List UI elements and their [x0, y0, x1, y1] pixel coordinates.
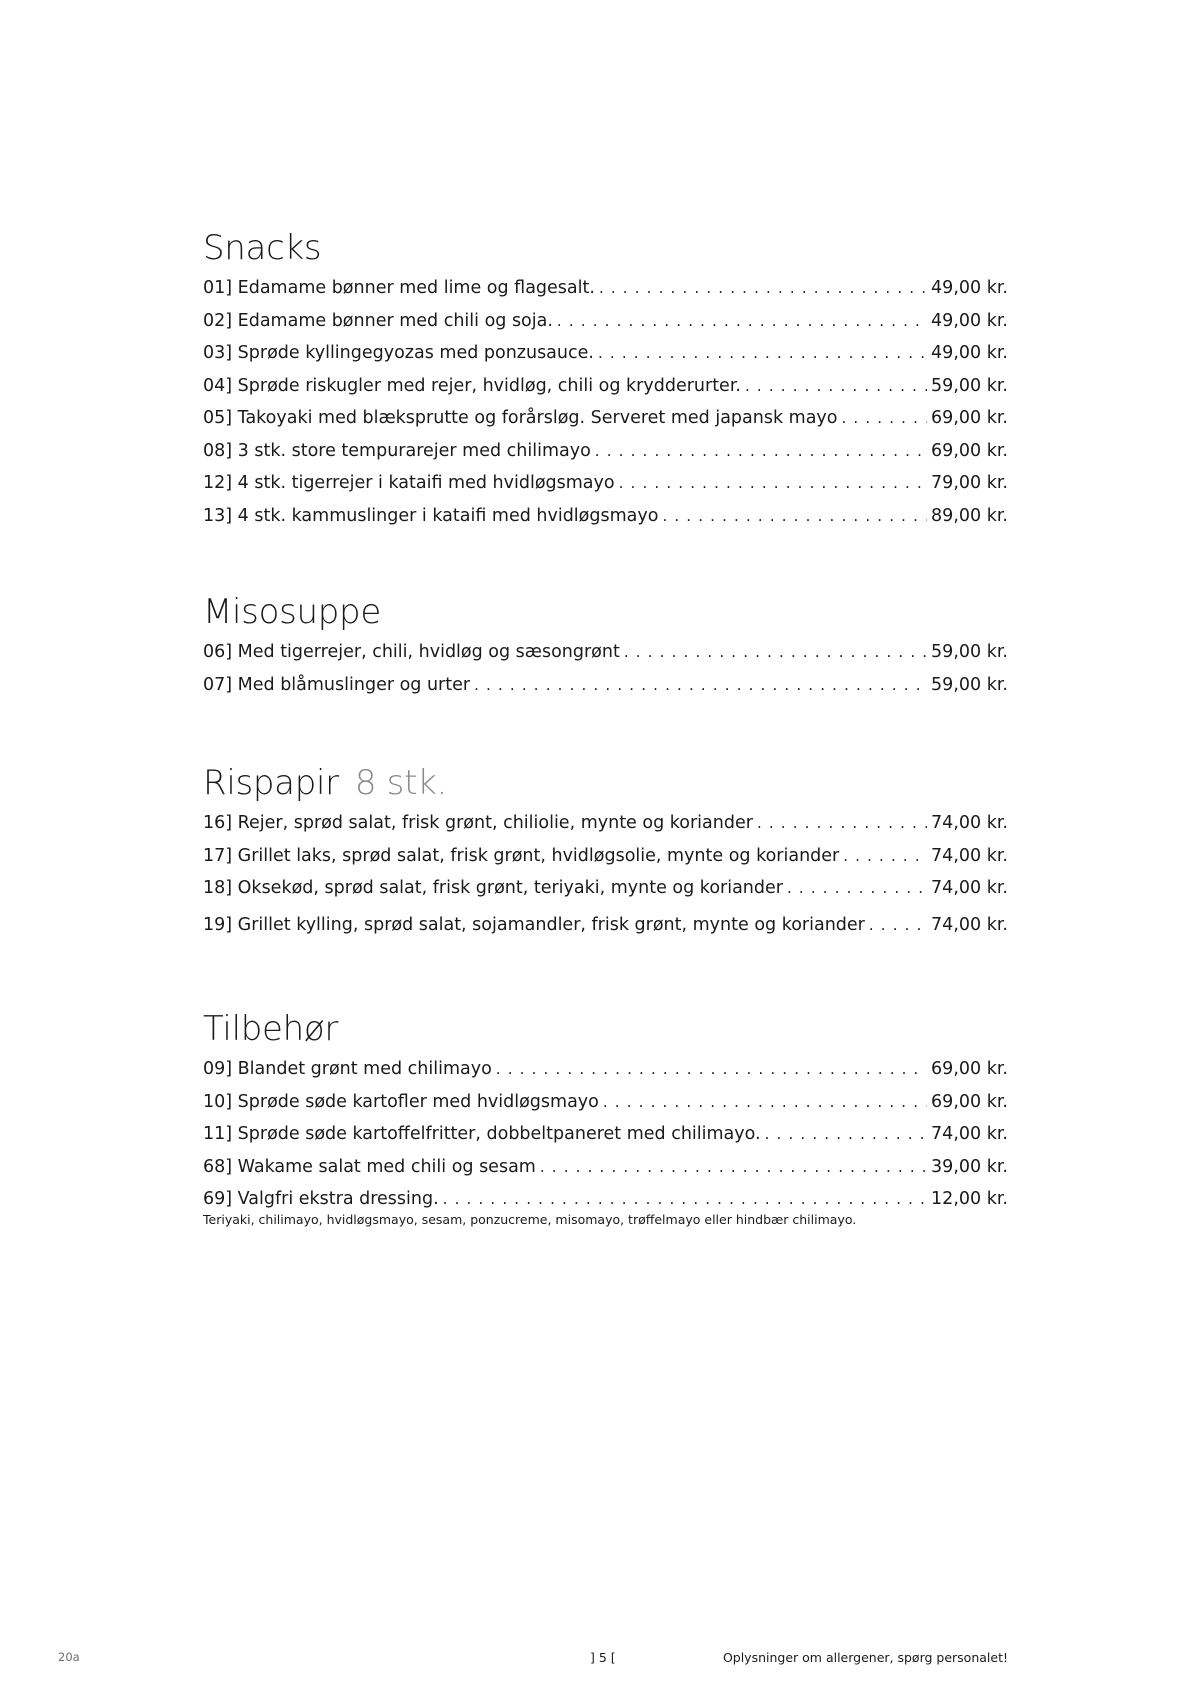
- menu-item: [203, 272, 1008, 305]
- item-name: 09] Blandet grønt med chilimayo: [203, 1059, 492, 1079]
- leader-dots: [443, 1183, 927, 1216]
- item-price: 49,00 kr.: [931, 278, 1008, 298]
- section-title-text: Snacks: [203, 228, 322, 268]
- menu-item: [203, 467, 1008, 500]
- allergy-note: Oplysninger om allergener, spørg personalet!: [722, 1650, 1008, 1665]
- item-price: 12,00 kr.: [931, 1189, 1008, 1209]
- item-name: 04] Sprøde riskugler med rejer, hvidløg, chili og krydderurter.: [203, 375, 741, 396]
- leader-dots: [869, 909, 927, 942]
- item-price: 89,00 kr.: [931, 505, 1008, 526]
- menu-item: [203, 1151, 1008, 1184]
- item-price: 69,00 kr.: [931, 1091, 1008, 1112]
- item-name: 07] Med blåmuslinger og urter: [203, 674, 471, 695]
- menu-item: [203, 1086, 1008, 1119]
- item-name: 03] Sprøde kyllingegyozas med ponzusauce.: [203, 343, 594, 363]
- section-title: [203, 226, 1008, 270]
- item-price: 59,00 kr.: [931, 674, 1008, 695]
- menu-item: [203, 636, 1008, 669]
- item-name: 18] Oksekød, sprød salat, frisk grønt, teriyaki, mynte og koriander: [203, 878, 783, 898]
- item-name: 68] Wakame salat med chili og sesam: [203, 1156, 536, 1177]
- menu-item: [203, 872, 1008, 905]
- leader-dots: [842, 402, 928, 435]
- item-price: 39,00 kr.: [931, 1156, 1008, 1177]
- section-title: [203, 590, 1008, 634]
- menu-item: [203, 402, 1008, 435]
- item-price: 49,00 kr.: [931, 343, 1008, 363]
- leader-dots: [787, 872, 927, 905]
- menu-item: [203, 1118, 1008, 1151]
- item-price: 74,00 kr.: [931, 914, 1008, 935]
- menu-content: [203, 226, 1008, 1228]
- section-tilbehor: [203, 1007, 1008, 1228]
- leader-dots: [474, 669, 927, 702]
- leader-dots: [540, 1151, 927, 1184]
- item-price: 74,00 kr.: [931, 813, 1008, 833]
- item-name: 12] 4 stk. tigerrejer i kataifi med hvidløgsmayo: [203, 473, 615, 493]
- leader-dots: [624, 636, 927, 669]
- leader-dots: [843, 840, 927, 873]
- item-name: 08] 3 stk. store tempurarejer med chilimayo: [203, 440, 591, 461]
- menu-item: [203, 840, 1008, 873]
- item-name: 01] Edamame bønner med lime og flagesalt.: [203, 278, 595, 298]
- menu-item: [203, 1053, 1008, 1086]
- dressing-note: Teriyaki, chilimayo, hvidløgsmayo, sesam, ponzucreme, misomayo, trøffelmayo eller hindbær chilimayo.: [203, 1211, 857, 1227]
- leader-dots: [598, 337, 927, 370]
- menu-item: [203, 435, 1008, 468]
- leader-dots: [603, 1086, 927, 1119]
- item-price: 59,00 kr.: [931, 642, 1008, 662]
- leader-dots: [619, 467, 927, 500]
- page-code: 20a: [58, 1650, 80, 1664]
- menu-item: [203, 500, 1008, 533]
- leader-dots: [496, 1053, 927, 1086]
- section-title-text: Rispapir: [203, 763, 339, 803]
- item-name: 17] Grillet laks, sprød salat, frisk grønt, hvidløgsolie, mynte og koriander: [203, 845, 840, 866]
- leader-dots: [595, 435, 927, 468]
- item-price: 59,00 kr.: [931, 375, 1008, 396]
- item-price: 74,00 kr.: [931, 1124, 1008, 1144]
- section-title: [203, 1007, 1008, 1051]
- menu-item: [203, 305, 1008, 338]
- item-name: 02] Edamame bønner med chili og soja.: [203, 310, 553, 331]
- item-name: 06] Med tigerrejer, chili, hvidløg og sæsongrønt: [203, 642, 620, 662]
- item-price: 49,00 kr.: [931, 310, 1008, 331]
- menu-item: [203, 337, 1008, 370]
- page-number: ] 5 [: [590, 1650, 616, 1665]
- section-subtitle: 8 stk.: [354, 763, 447, 803]
- menu-item: [203, 807, 1008, 840]
- leader-dots: [745, 370, 927, 403]
- menu-item: [203, 370, 1008, 403]
- menu-item: [203, 1183, 1008, 1216]
- leader-dots: [557, 305, 927, 338]
- item-name: 05] Takoyaki med blæksprutte og forårsløg. Serveret med japansk mayo: [203, 408, 838, 428]
- item-price: 69,00 kr.: [931, 408, 1008, 428]
- section-rispapir: [203, 761, 1008, 941]
- item-name: 19] Grillet kylling, sprød salat, sojamandler, frisk grønt, mynte og koriander: [203, 914, 865, 935]
- menu-item: [203, 669, 1008, 702]
- section-title: [203, 761, 1008, 805]
- leader-dots: [765, 1118, 927, 1151]
- item-name: 10] Sprøde søde kartofler med hvidløgsmayo: [203, 1091, 599, 1112]
- section-snacks: [203, 226, 1008, 532]
- section-title-text: Tilbehør: [203, 1009, 339, 1049]
- item-name: 13] 4 stk. kammuslinger i kataifi med hvidløgsmayo: [203, 505, 659, 526]
- item-name: 16] Rejer, sprød salat, frisk grønt, chiliolie, mynte og koriander: [203, 813, 753, 833]
- leader-dots: [757, 807, 927, 840]
- item-price: 79,00 kr.: [931, 473, 1008, 493]
- leader-dots: [662, 500, 927, 533]
- leader-dots: [599, 272, 927, 305]
- menu-item: [203, 909, 1008, 942]
- item-price: 69,00 kr.: [931, 440, 1008, 461]
- section-title-text: Misosuppe: [203, 592, 381, 632]
- section-misosuppe: [203, 590, 1008, 701]
- item-price: 69,00 kr.: [931, 1059, 1008, 1079]
- item-price: 74,00 kr.: [931, 845, 1008, 866]
- item-price: 74,00 kr.: [931, 878, 1008, 898]
- item-name: 11] Sprøde søde kartoffelfritter, dobbeltpaneret med chilimayo.: [203, 1124, 761, 1144]
- item-name: 69] Valgfri ekstra dressing.: [203, 1189, 439, 1209]
